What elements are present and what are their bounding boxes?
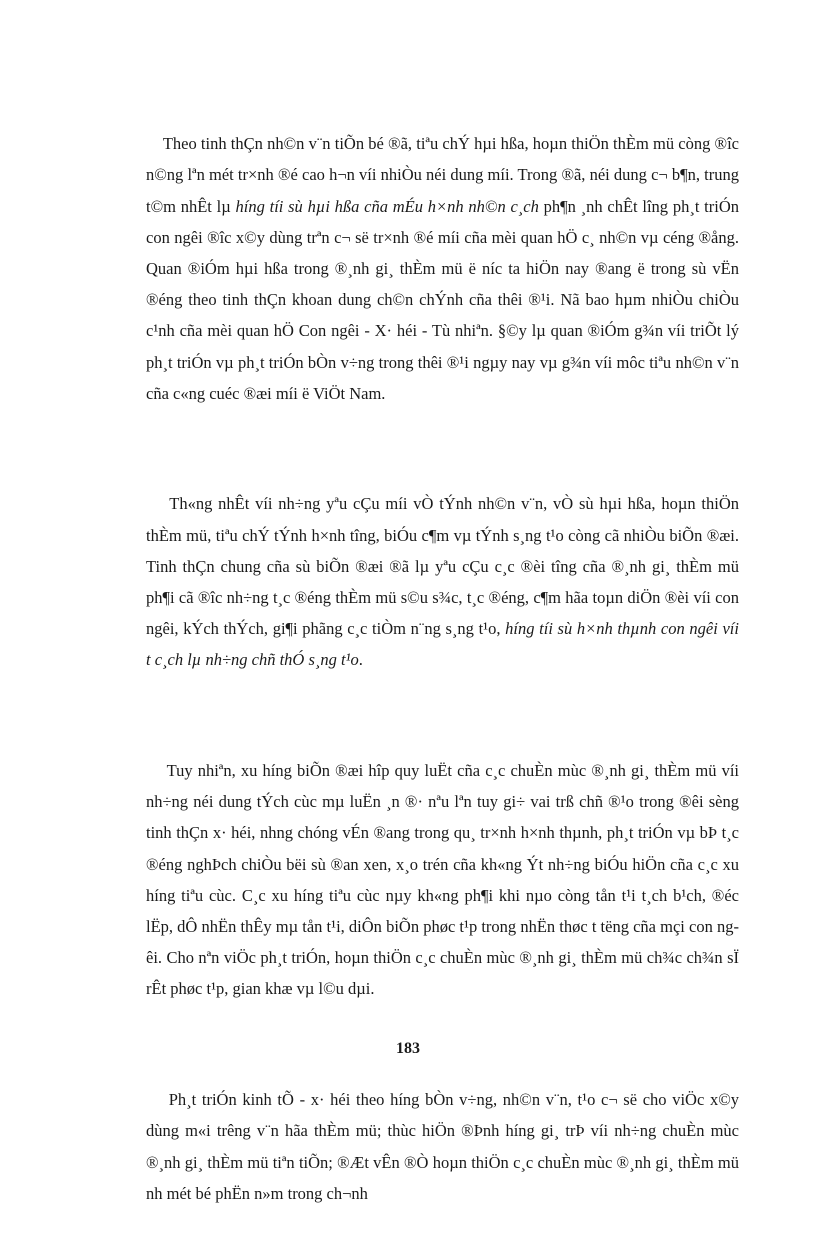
paragraph-italic-text: híng tíi sù h×nh thµnh con ngêi víi t c¸ch lµ nh÷ng chñ thÓ s¸ng t¹o: [146, 619, 744, 670]
paragraph-text: .: [358, 650, 363, 670]
paragraph-italic-text: híng tíi sù hµi hßa cña mÉu h×nh nh©n c¸ch: [235, 196, 539, 216]
paragraph: [146, 97, 744, 440]
paragraph-text: Th«ng nhÊt víi nh÷ng yªu cÇu míi vÒ tÝnh nh©n v¨n, vÒ sù hµi hßa, hoµn thiÖn thÈm mü, tiªu chÝ tÝnh h×nh tîng, biÓu c¶m vµ tÝnh s¸ng t¹o còng cã nhiÒu biÕn ®æi. Tinh thÇn chung cña sù biÕn ®æi ®ã lµ yªu cÇu c¸c ®èi tîng cña ®¸nh gi¸ thÈm mü ph¶i cã ®îc nh÷ng t¸c ®éng thÈm mü s©u s¾c, t¸c ®éng, c¶m hãa toµn diÖn ®èi víi con ngêi, kÝch thÝch, gi¶i phãng c¸c tiÒm n¨ng s¸ng t¹o,: [146, 494, 744, 639]
paragraph: [146, 724, 744, 1036]
paragraph-text: Ph¸t triÓn kinh tÕ - x· héi theo híng bÒn v÷ng, nh©n v¨n, t¹o c¬ së cho viÖc x©y dùng m«i trêng v¨n hãa thÈm mü; thùc hiÖn ®Þnh híng gi¸ trÞ víi nh÷ng chuÈn mùc ®¸nh gi¸ thÈm mü tiªn tiÕn; ®Æt vÊn ®Ò hoµn thiÖn c¸c chuÈn mùc ®¸nh gi¸ thÈm mü nh mét bé phËn n»m trong ch¬nh: [146, 1090, 744, 1203]
paragraph: [146, 457, 744, 707]
paragraph-text: Tuy nhiªn, xu híng biÕn ®æi hîp quy luËt cña c¸c chuÈn mùc ®¸nh gi¸ thÈm mü víi nh÷ng néi dung tÝch cùc mµ luËn ¸n ®· nªu lªn tuy gi÷ vai trß chñ ®¹o trong ®êi sèng tinh thÇn x· héi, nhng chóng vÉn ®ang trong qu¸ tr×nh h×nh thµnh, ph¸t triÓn vµ bÞ t¸c ®éng nghÞch chiÒu bëi sù ®an xen, x¸o trén cña kh«ng Ýt nh÷ng biÓu hiÖn cña c¸c xu híng tiªu cùc. C¸c xu híng tiªu cùc nµy kh«ng ph¶i khi nµo còng tån t¹i t¸ch b¹ch, ®éc lËp, dÔ nhËn thÊy mµ tån t¹i, diÔn biÕn phøc t¹p trong nhËn thøc t tëng cña mçi con ngêi. Cho nªn viÖc ph¸t triÓn, hoµn thiÖn c¸c chuÈn mùc ®¸nh gi¸ thÈm mü ch¾c ch¾n sÏ rÊt phøc t¹p, gian khæ vµ l©u dµi.: [146, 761, 744, 999]
page-number: 183: [396, 1040, 420, 1057]
body-text: [146, 97, 744, 1257]
paragraph: [146, 1053, 744, 1240]
paragraph-text: ph¶n ¸nh chÊt lîng ph¸t triÓn con ngêi ®îc x©y dùng trªn c¬ së tr×nh ®é míi cña mèi quan hÖ c¸ nh©n vµ céng ®ång. Quan ®iÓm hµi hßa trong ®¸nh gi¸ thÈm mü ë níc ta hiÖn nay ®ang ë trong sù vËn ®éng theo tinh thÇn khoan dung ch©n chÝnh cña thêi ®¹i. Nã bao hµm nhiÒu chiÒu c¹nh cña mèi quan hÖ Con ngêi - X· héi - Tù nhiªn. §©y lµ quan ®iÓm g¾n víi triÕt lý ph¸t triÓn vµ ph¸t triÓn bÒn v÷ng trong thêi ®¹i ngµy nay vµ g¾n víi môc tiªu nh©n v¨n cña c«ng cuéc ®æi míi ë ViÖt Nam.: [146, 196, 744, 403]
paragraph-text: Theo tinh thÇn nh©n v¨n tiÕn bé ®ã, tiªu chÝ hµi hßa, hoµn thiÖn thÈm mü còng ®îc n©ng lªn mét tr×nh ®é cao h¬n víi nhiÒu néi dung míi. Trong ®ã, néi dung c¬ b¶n, trung t©m nhÊt lµ: [146, 134, 744, 216]
